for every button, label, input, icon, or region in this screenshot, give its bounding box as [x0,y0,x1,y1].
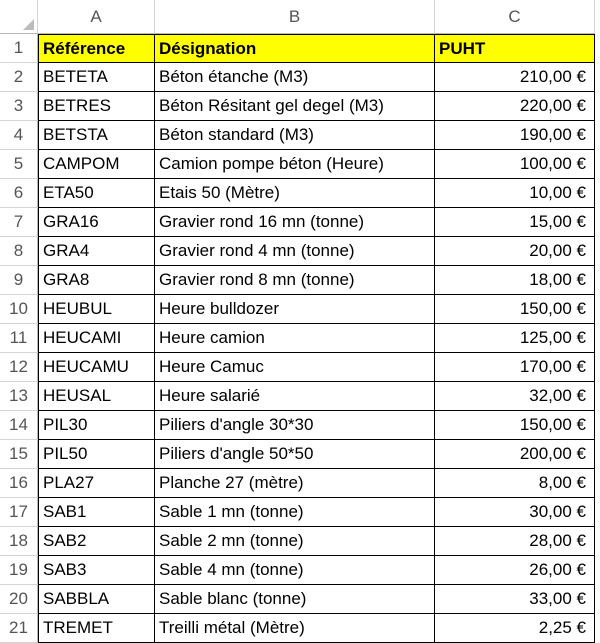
cell-designation[interactable]: Gravier rond 4 mn (tonne) [155,237,435,266]
cell-price[interactable]: 220,00 € [435,92,595,121]
cell-designation[interactable]: Béton étanche (M3) [155,63,435,92]
cell-price[interactable]: 8,00 € [435,469,595,498]
cell-price[interactable]: 30,00 € [435,498,595,527]
cell-b1-designation-header[interactable]: Désignation [155,34,435,63]
cell-a1-reference-header[interactable]: Référence [38,34,155,63]
cell-designation[interactable]: Heure salarié [155,382,435,411]
row-header[interactable]: 6 [0,179,38,208]
cell-designation[interactable]: Sable blanc (tonne) [155,585,435,614]
cell-designation[interactable]: Béton standard (M3) [155,121,435,150]
row-header[interactable]: 3 [0,92,38,121]
cell-price[interactable]: 26,00 € [435,556,595,585]
row-header[interactable]: 20 [0,585,38,614]
row-header[interactable]: 9 [0,266,38,295]
cell-reference[interactable]: HEUBUL [38,295,155,324]
cell-price[interactable]: 10,00 € [435,179,595,208]
row-header[interactable]: 17 [0,498,38,527]
cell-reference[interactable]: PLA27 [38,469,155,498]
cell-reference[interactable]: GRA16 [38,208,155,237]
cell-price[interactable]: 33,00 € [435,585,595,614]
row-header[interactable]: 18 [0,527,38,556]
cell-reference[interactable]: SAB2 [38,527,155,556]
cell-price[interactable]: 125,00 € [435,324,595,353]
row-header[interactable]: 12 [0,353,38,382]
cell-designation[interactable]: Sable 2 mn (tonne) [155,527,435,556]
cell-reference[interactable]: TREMET [38,614,155,643]
cell-price[interactable]: 18,00 € [435,266,595,295]
cell-c1-puht-header[interactable]: PUHT [435,34,595,63]
cell-reference[interactable]: GRA4 [38,237,155,266]
cell-reference[interactable]: BETSTA [38,121,155,150]
row-header[interactable]: 21 [0,614,38,643]
cell-reference[interactable]: SAB3 [38,556,155,585]
cell-designation[interactable]: Béton Résitant gel degel (M3) [155,92,435,121]
cell-reference[interactable]: GRA8 [38,266,155,295]
cell-price[interactable]: 20,00 € [435,237,595,266]
cell-reference[interactable]: SABBLA [38,585,155,614]
row-header[interactable]: 7 [0,208,38,237]
row-header[interactable]: 10 [0,295,38,324]
cell-designation[interactable]: Gravier rond 8 mn (tonne) [155,266,435,295]
cell-designation[interactable]: Treilli métal (Mètre) [155,614,435,643]
cell-price[interactable]: 190,00 € [435,121,595,150]
cell-reference[interactable]: HEUCAMU [38,353,155,382]
cell-designation[interactable]: Heure camion [155,324,435,353]
column-header-b[interactable]: B [155,0,435,34]
cell-price[interactable]: 150,00 € [435,411,595,440]
cell-price[interactable]: 210,00 € [435,63,595,92]
cell-reference[interactable]: BETRES [38,92,155,121]
cell-designation[interactable]: Gravier rond 16 mn (tonne) [155,208,435,237]
row-header[interactable]: 5 [0,150,38,179]
cell-designation[interactable]: Etais 50 (Mètre) [155,179,435,208]
row-header[interactable]: 8 [0,237,38,266]
cell-price[interactable]: 150,00 € [435,295,595,324]
column-header-c[interactable]: C [435,0,595,34]
cell-designation[interactable]: Heure bulldozer [155,295,435,324]
cell-reference[interactable]: PIL30 [38,411,155,440]
cell-price[interactable]: 100,00 € [435,150,595,179]
row-header[interactable]: 19 [0,556,38,585]
cell-reference[interactable]: ETA50 [38,179,155,208]
cell-price[interactable]: 2,25 € [435,614,595,643]
cell-price[interactable]: 170,00 € [435,353,595,382]
row-header[interactable]: 14 [0,411,38,440]
column-header-a[interactable]: A [38,0,155,34]
cell-designation[interactable]: Piliers d'angle 50*50 [155,440,435,469]
row-header[interactable]: 15 [0,440,38,469]
cell-reference[interactable]: PIL50 [38,440,155,469]
cell-price[interactable]: 28,00 € [435,527,595,556]
cell-designation[interactable]: Planche 27 (mètre) [155,469,435,498]
row-header[interactable]: 13 [0,382,38,411]
cell-reference[interactable]: BETETA [38,63,155,92]
cell-price[interactable]: 200,00 € [435,440,595,469]
row-header[interactable]: 16 [0,469,38,498]
cell-reference[interactable]: HEUCAMI [38,324,155,353]
cell-designation[interactable]: Heure Camuc [155,353,435,382]
row-header[interactable]: 11 [0,324,38,353]
cell-designation[interactable]: Sable 1 mn (tonne) [155,498,435,527]
row-header[interactable]: 4 [0,121,38,150]
cell-reference[interactable]: SAB1 [38,498,155,527]
row-header-1[interactable]: 1 [0,34,38,63]
cell-designation[interactable]: Camion pompe béton (Heure) [155,150,435,179]
select-all-corner[interactable] [0,0,38,34]
cell-reference[interactable]: HEUSAL [38,382,155,411]
cell-price[interactable]: 32,00 € [435,382,595,411]
cell-price[interactable]: 15,00 € [435,208,595,237]
row-header[interactable]: 2 [0,63,38,92]
cell-designation[interactable]: Piliers d'angle 30*30 [155,411,435,440]
cell-reference[interactable]: CAMPOM [38,150,155,179]
cell-designation[interactable]: Sable 4 mn (tonne) [155,556,435,585]
